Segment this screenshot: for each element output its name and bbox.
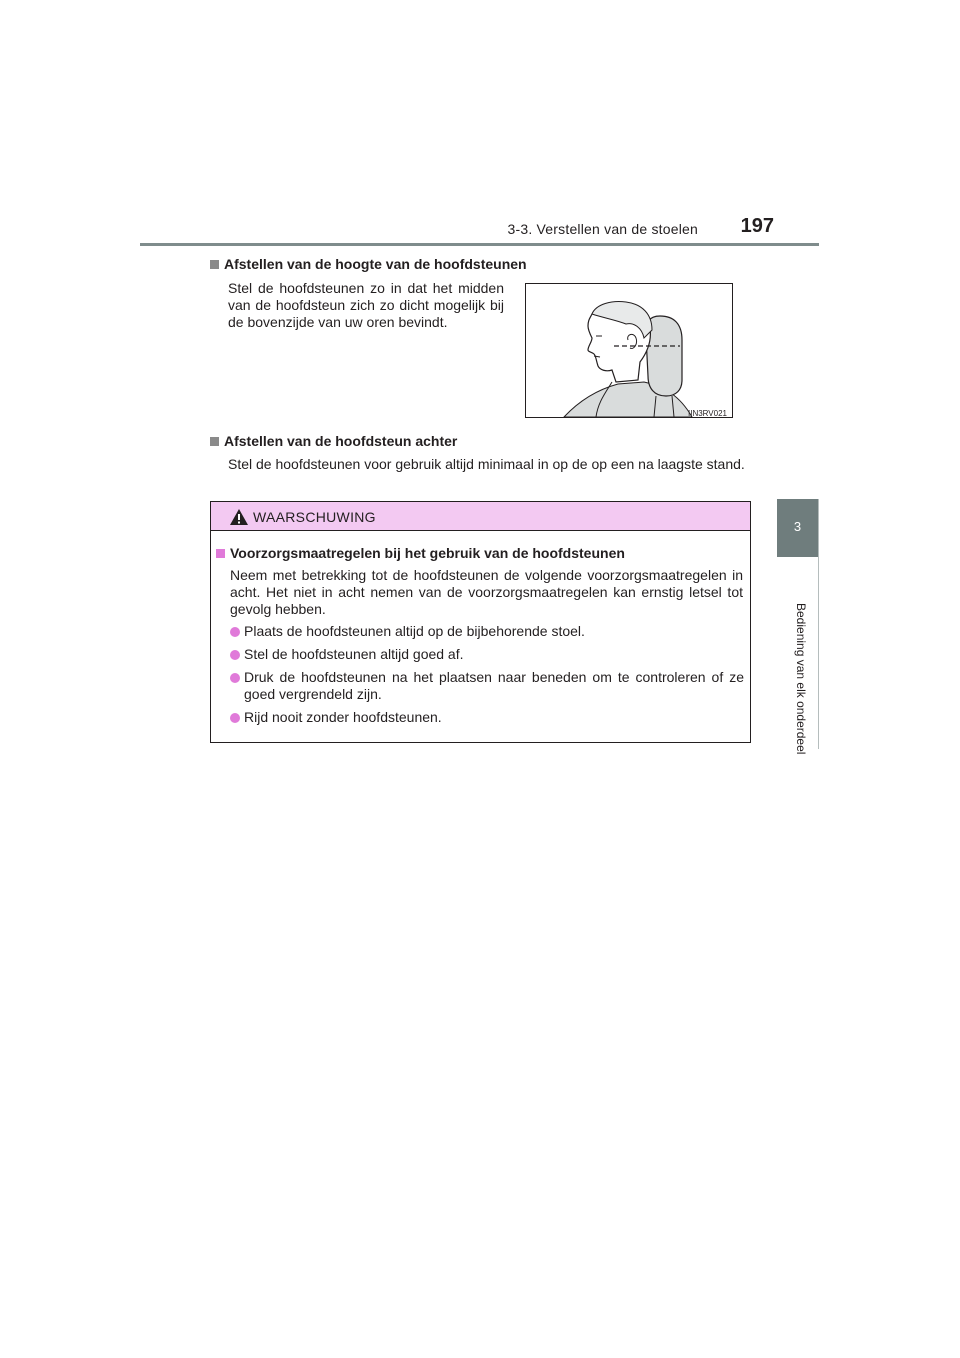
bullet-dot-icon — [230, 627, 240, 637]
bullet-dot-icon — [230, 673, 240, 683]
warning-bullet-text: Druk de hoofdsteunen na het plaatsen naar beneden om te controleren of ze goed vergrendeld zijn. — [244, 669, 744, 702]
square-bullet-icon — [210, 260, 219, 269]
square-bullet-icon — [210, 437, 219, 446]
bullet-dot-icon — [230, 713, 240, 723]
bullet-dot-icon — [230, 650, 240, 660]
square-bullet-icon — [216, 549, 225, 558]
figure-code: IIN3RV021 — [688, 409, 727, 418]
page-number: 197 — [740, 215, 774, 237]
chapter-number: 3 — [793, 519, 802, 534]
warning-triangle-icon — [229, 508, 249, 526]
warning-heading — [216, 545, 625, 561]
chapter-tab-line — [818, 499, 819, 749]
warning-title: WAARSCHUWING — [253, 509, 376, 525]
warning-bullet — [230, 709, 750, 727]
section-heading-text: Afstellen van de hoofdsteun achter — [224, 433, 458, 449]
chapter-title: Bediening van elk onderdeel — [794, 603, 808, 755]
section-text-rear: Stel de hoofdsteunen voor gebruik altijd minimaal in op de op een na laagste stand. — [228, 456, 745, 472]
warning-text: Neem met betrekking tot de hoofdsteunen de volgende voorzorgsmaatregelen in acht. Het niet in acht nemen van de voorzorgsmaatregelen kan ernstig letsel tot gevolg hebben. — [230, 567, 743, 617]
warning-heading-text: Voorzorgsmaatregelen bij het gebruik van de hoofdsteunen — [230, 545, 625, 561]
headrest-height-illustration-icon — [526, 284, 732, 417]
warning-title-bar — [211, 502, 750, 531]
warning-bullet — [230, 623, 750, 641]
warning-bullet — [230, 669, 750, 705]
section-heading-height — [210, 256, 527, 272]
warning-box — [210, 501, 751, 743]
section-text-height: Stel de hoofdsteunen zo in dat het midden van de hoofdsteun zich zo dicht mogelijk bij de bovenzijde van uw oren bevindt. — [228, 280, 504, 330]
section-title: 3-3. Verstellen van de stoelen — [507, 221, 698, 237]
warning-bullet — [230, 646, 750, 664]
section-heading-text: Afstellen van de hoogte van de hoofdsteunen — [224, 256, 527, 272]
warning-bullet-text: Stel de hoofdsteunen altijd goed af. — [244, 646, 464, 662]
header-rule — [140, 243, 819, 246]
section-heading-rear — [210, 433, 457, 449]
warning-bullet-text: Plaats de hoofdsteunen altijd op de bijbehorende stoel. — [244, 623, 585, 639]
headrest-illustration — [525, 283, 733, 418]
warning-bullet-text: Rijd nooit zonder hoofdsteunen. — [244, 709, 442, 725]
